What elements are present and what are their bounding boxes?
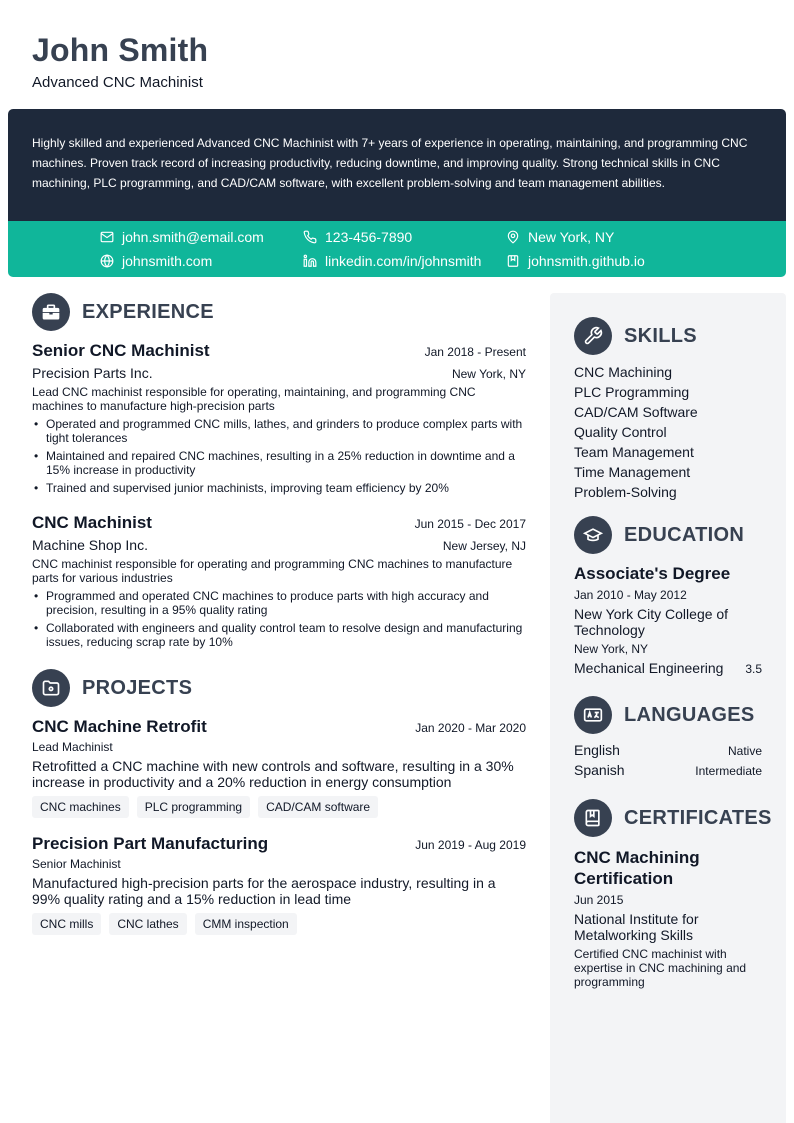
education-icon-wrap <box>574 516 612 554</box>
resume-header <box>32 30 208 91</box>
project-tag: CNC mills <box>32 913 101 935</box>
skill-item: CAD/CAM Software <box>574 404 698 420</box>
education-date: Jan 2010 - May 2012 <box>574 588 687 602</box>
education-location: New York, NY <box>574 642 649 656</box>
summary-text: Highly skilled and experienced Advanced CNC Machinist with 7+ years of experience in operating, maintaining, and programming CNC machines. Proven track record of increasing productivity, reducing downtime, and improving quality. Strong technical skills in CNC machining, PLC programming, and CAD/CAM software, with excellent problem-solving and team management abilities. <box>32 136 748 190</box>
contact-website[interactable] <box>100 253 212 269</box>
project-date: Jan 2020 - Mar 2020 <box>415 721 526 735</box>
skills-title: SKILLS <box>624 324 697 347</box>
languages-title: LANGUAGES <box>624 703 755 726</box>
project-tags <box>32 796 526 818</box>
education-gpa: 3.5 <box>745 662 762 676</box>
experience-entry <box>32 513 526 653</box>
globe-icon <box>100 254 114 268</box>
contact-email[interactable] <box>100 229 264 245</box>
job-date: Jan 2018 - Present <box>424 345 526 359</box>
job-location: New York, NY <box>451 367 526 381</box>
experience-entry <box>32 341 526 499</box>
book-icon <box>583 808 603 828</box>
mail-icon <box>100 230 114 244</box>
project-title: CNC Machine Retrofit <box>32 717 207 736</box>
skill-item: Problem-Solving <box>574 484 677 500</box>
job-description: Lead CNC machinist responsible for operating, maintaining, and programming CNC machines to manufacture high-precision parts <box>32 385 476 413</box>
contact-website-text: johnsmith.com <box>122 253 213 269</box>
projects-header <box>32 669 192 707</box>
linkedin-icon <box>303 254 317 268</box>
job-bullet: • Operated and programmed CNC mills, lathes, and grinders to produce complex parts with tight tolerances <box>32 417 526 445</box>
language-level: Native <box>727 744 762 758</box>
skills-list <box>574 362 762 502</box>
project-tag: CMM inspection <box>195 913 297 935</box>
project-tag: CNC lathes <box>109 913 186 935</box>
experience-title: EXPERIENCE <box>82 300 214 323</box>
project-date: Jun 2019 - Aug 2019 <box>415 838 526 852</box>
contact-phone-text: 123-456-7890 <box>325 229 413 245</box>
job-bullets <box>32 589 526 649</box>
education-header <box>574 516 744 554</box>
education-school: New York City College of Technology <box>574 606 729 638</box>
education-degree: Associate's Degree <box>574 564 731 583</box>
projects-title: PROJECTS <box>82 676 193 699</box>
languages-header <box>574 696 754 734</box>
contact-location <box>506 229 614 245</box>
certificate-description: Certified CNC machinist with expertise in CNC machining and programming <box>574 947 747 989</box>
skill-item: Quality Control <box>574 424 667 440</box>
phone-icon <box>303 230 317 244</box>
briefcase-icon <box>41 302 61 322</box>
wrench-icon <box>583 326 603 346</box>
project-entry <box>32 834 526 935</box>
project-role: Senior Machinist <box>32 857 121 871</box>
project-description: Manufactured high-precision parts for the aerospace industry, resulting in a 99% quality rating and a 15% reduction in lead time <box>32 875 496 907</box>
project-description: Retrofitted a CNC machine with new controls and software, resulting in a 30% increase in productivity and a 20% reduction in energy consumption <box>32 758 514 790</box>
contact-github-text: johnsmith.github.io <box>528 253 645 269</box>
job-company: Machine Shop Inc. <box>32 537 148 553</box>
job-company: Precision Parts Inc. <box>32 365 153 381</box>
skill-item: PLC Programming <box>574 384 690 400</box>
project-role: Lead Machinist <box>32 740 113 754</box>
skills-icon-wrap <box>574 317 612 355</box>
language-level: Intermediate <box>695 764 762 778</box>
bookmark-icon <box>506 254 520 268</box>
skill-item: CNC Machining <box>574 364 673 380</box>
education-title: EDUCATION <box>624 523 745 546</box>
summary-block <box>8 109 786 277</box>
certificates-icon-wrap <box>574 799 612 837</box>
language-name: English <box>574 742 620 758</box>
project-tag: CNC machines <box>32 796 129 818</box>
projects-icon-wrap <box>32 669 70 707</box>
project-title: Precision Part Manufacturing <box>32 834 269 853</box>
contact-bar <box>8 221 786 277</box>
experience-header <box>32 293 214 331</box>
job-description: CNC machinist responsible for operating and programming CNC machines to manufacture parts for various industries <box>32 557 513 585</box>
contact-email-text: john.smith@email.com <box>122 229 264 245</box>
education-field: Mechanical Engineering <box>574 660 724 676</box>
contact-linkedin-text: linkedin.com/in/johnsmith <box>325 253 482 269</box>
certificate-date: Jun 2015 <box>574 893 624 907</box>
job-bullet: • Programmed and operated CNC machines to produce parts with high accuracy and precision, resulting in a 95% quality rating <box>32 589 526 617</box>
certificates-title: CERTIFICATES <box>624 806 772 829</box>
languages-list <box>574 741 762 781</box>
skill-item: Team Management <box>574 444 694 460</box>
contact-linkedin[interactable] <box>303 253 481 269</box>
graduation-cap-icon <box>583 525 603 545</box>
project-tag: PLC programming <box>137 796 250 818</box>
skills-header <box>574 317 697 355</box>
certificate-title: CNC Machining Certification <box>574 848 700 888</box>
person-name: John Smith <box>32 32 209 68</box>
certificates-header <box>574 799 772 837</box>
project-tags <box>32 913 526 935</box>
contact-phone[interactable] <box>303 229 412 245</box>
job-title: Senior CNC Machinist <box>32 341 210 360</box>
languages-icon-wrap <box>574 696 612 734</box>
project-tag: CAD/CAM software <box>258 796 378 818</box>
certificate-entry <box>574 847 762 989</box>
job-title: CNC Machinist <box>32 513 152 532</box>
job-bullet: • Maintained and repaired CNC machines, resulting in a 25% reduction in downtime and a 15% increase in productivity <box>32 449 526 477</box>
job-bullet: • Collaborated with engineers and quality control team to resolve design and manufacturing issues, reducing scrap rate by 10% <box>32 621 526 649</box>
person-role: Advanced CNC Machinist <box>32 74 203 91</box>
translate-icon <box>583 705 603 725</box>
project-entry <box>32 717 526 818</box>
job-location: New Jersey, NJ <box>442 539 526 553</box>
skill-item: Time Management <box>574 464 691 480</box>
certificate-issuer: National Institute for Metalworking Skills <box>574 911 699 943</box>
education-entry <box>574 564 762 676</box>
language-name: Spanish <box>574 762 625 778</box>
experience-icon-wrap <box>32 293 70 331</box>
summary-panel <box>8 109 786 221</box>
contact-location-text: New York, NY <box>528 229 615 245</box>
contact-github[interactable] <box>506 253 645 269</box>
job-date: Jun 2015 - Dec 2017 <box>414 517 526 531</box>
folder-icon <box>41 678 61 698</box>
job-bullets <box>32 417 526 495</box>
job-bullet: • Trained and supervised junior machinists, improving team efficiency by 20% <box>32 481 526 495</box>
map-pin-icon <box>506 230 520 244</box>
